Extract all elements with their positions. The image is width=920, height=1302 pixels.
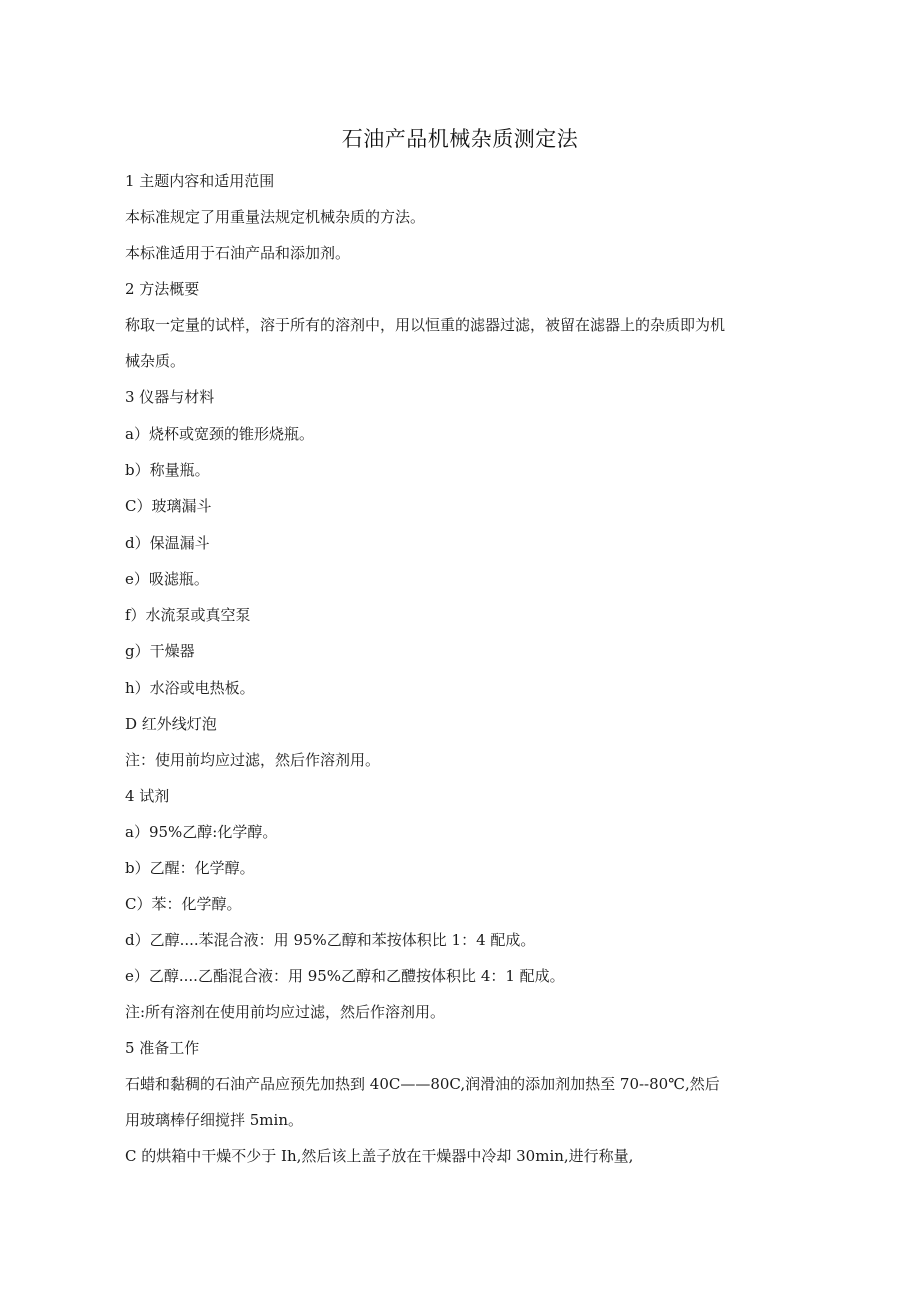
note-line: 注:所有溶剂在使用前均应过滤，然后作溶剂用。 bbox=[125, 1003, 446, 1021]
list-item: a）烧杯或宽颈的锥形烧瓶。 bbox=[125, 425, 314, 443]
paragraph-line: 械杂质。 bbox=[125, 352, 186, 370]
section-heading-5: 5 准备工作 bbox=[125, 1039, 200, 1057]
list-item: h）水浴或电热板。 bbox=[125, 679, 255, 697]
list-item: b）称量瓶。 bbox=[125, 461, 210, 479]
section-heading-1: 1 主题内容和适用范围 bbox=[125, 172, 275, 190]
list-item: d）保温漏斗 bbox=[125, 534, 210, 552]
list-item: a）95%乙醇:化学醇。 bbox=[125, 823, 278, 841]
list-item: b）乙醒：化学醇。 bbox=[125, 859, 255, 877]
list-item: d）乙醇....苯混合液：用 95%乙醇和苯按体积比 1：4 配成。 bbox=[125, 931, 536, 949]
paragraph-line: 称取一定量的试样，溶于所有的溶剂中，用以恒重的滤器过滤，被留在滤器上的杂质即为机 bbox=[125, 316, 726, 334]
paragraph-line: 石蜡和黏稠的石油产品应预先加热到 40C——80C,润滑油的添加剂加热至 70--80℃,然后 bbox=[125, 1075, 720, 1093]
list-item: e）吸滤瓶。 bbox=[125, 570, 209, 588]
list-item: e）乙醇....乙酯混合液：用 95%乙醇和乙醴按体积比 4：1 配成。 bbox=[125, 967, 565, 985]
document-title: 石油产品机械杂质测定法 bbox=[341, 127, 579, 151]
section-heading-4: 4 试剂 bbox=[125, 787, 170, 805]
list-item: C）玻璃漏斗 bbox=[125, 497, 212, 515]
list-item: f）水流泵或真空泵 bbox=[125, 606, 251, 624]
paragraph-line: 本标准适用于石油产品和添加剂。 bbox=[125, 244, 351, 262]
section-heading-3: 3 仪器与材料 bbox=[125, 388, 215, 406]
note-line: 注：使用前均应过滤，然后作溶剂用。 bbox=[125, 751, 381, 769]
paragraph-line: 本标准规定了用重量法规定机械杂质的方法。 bbox=[125, 208, 426, 226]
list-item: g）干燥器 bbox=[125, 642, 195, 660]
list-item: D 红外线灯泡 bbox=[125, 715, 217, 733]
section-heading-2: 2 方法概要 bbox=[125, 280, 200, 298]
paragraph-line: C 的烘箱中干燥不少于 Ih,然后该上盖子放在干燥器中冷却 30min,进行称量, bbox=[125, 1147, 634, 1165]
list-item: C）苯：化学醇。 bbox=[125, 895, 242, 913]
paragraph-line: 用玻璃棒仔细搅拌 5min。 bbox=[125, 1111, 303, 1129]
